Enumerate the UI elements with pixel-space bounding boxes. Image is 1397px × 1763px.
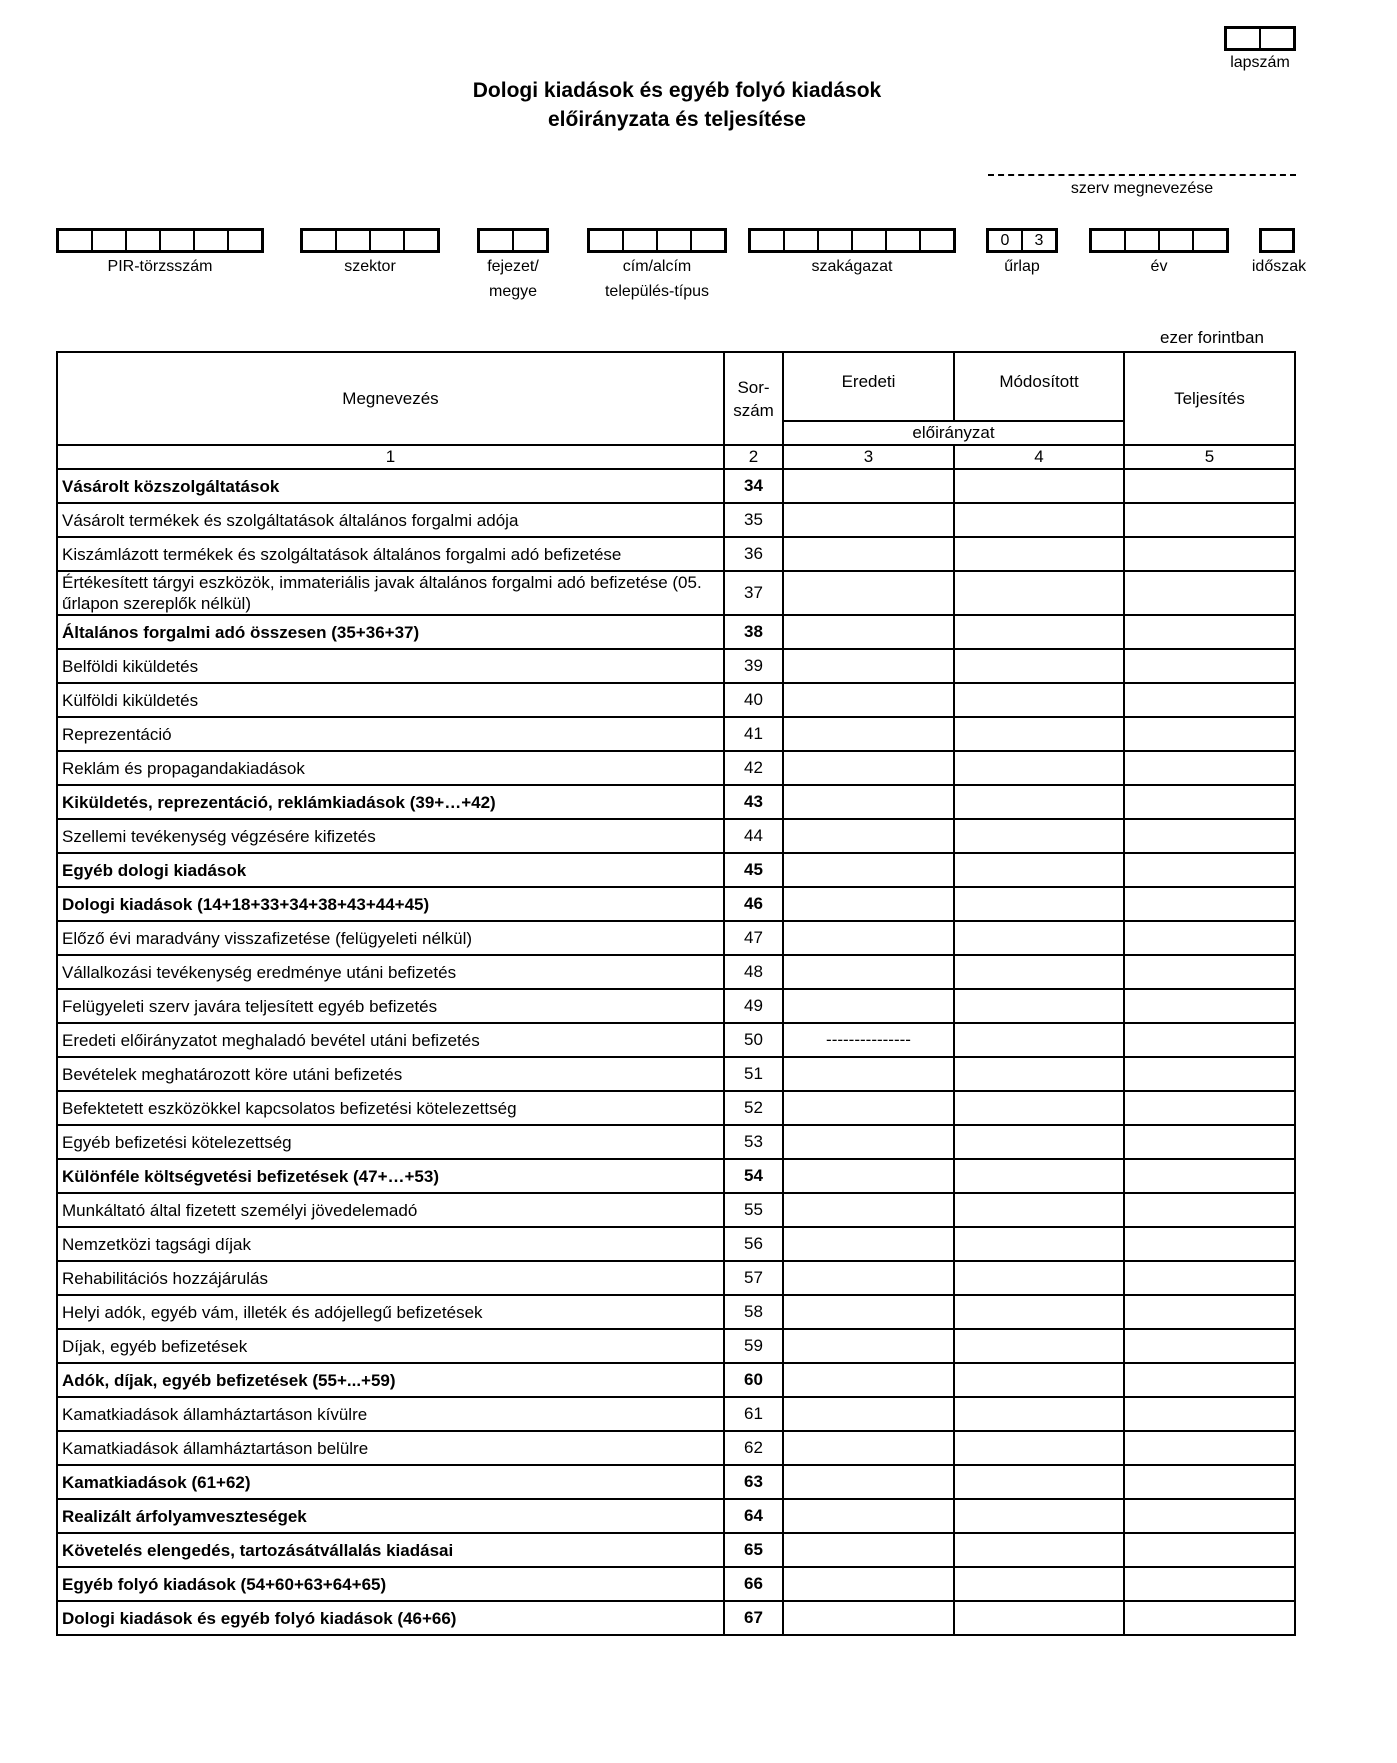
urlap-field <box>986 228 1058 278</box>
table-row <box>57 1397 1295 1431</box>
pir-digit[interactable] <box>229 231 261 250</box>
table-row <box>57 683 1295 717</box>
teljesites-value-cell[interactable] <box>1124 1533 1295 1567</box>
urlap-digit[interactable]: 3 <box>1034 231 1044 249</box>
table-row <box>57 1125 1295 1159</box>
row-number: 54 <box>724 1159 783 1193</box>
szakagazat-digit[interactable] <box>785 231 819 250</box>
fejezet-boxes[interactable] <box>477 228 549 253</box>
szektor-digit[interactable] <box>303 231 337 250</box>
teljesites-value-cell[interactable] <box>1124 989 1295 1023</box>
cim-digit[interactable] <box>590 231 624 250</box>
pir-digit[interactable] <box>127 231 161 250</box>
teljesites-value-cell[interactable] <box>1124 887 1295 921</box>
idoszak-label: időszak <box>1251 258 1307 275</box>
eredeti-value-cell[interactable] <box>783 921 954 955</box>
row-name: Dologi kiadások és egyéb folyó kiadások (46+66) <box>57 1601 724 1635</box>
eredeti-value-cell[interactable] <box>783 537 954 571</box>
teljesites-value-cell[interactable] <box>1124 1125 1295 1159</box>
modositott-value-cell[interactable] <box>954 1159 1124 1193</box>
page-number-digit[interactable] <box>1261 29 1293 48</box>
modositott-value-cell[interactable] <box>954 853 1124 887</box>
header-megnevezes: Megnevezés <box>57 352 724 445</box>
row-number: 52 <box>724 1091 783 1125</box>
teljesites-value-cell[interactable] <box>1124 1295 1295 1329</box>
eredeti-value-cell[interactable] <box>783 751 954 785</box>
row-number: 55 <box>724 1193 783 1227</box>
modositott-value-cell[interactable] <box>954 1499 1124 1533</box>
modositott-value-cell[interactable] <box>954 1329 1124 1363</box>
eredeti-value-cell[interactable] <box>783 571 954 615</box>
teljesites-value-cell[interactable] <box>1124 921 1295 955</box>
ev-digit[interactable] <box>1194 231 1226 250</box>
eredeti-value-cell[interactable] <box>783 469 954 503</box>
idoszak-digit[interactable] <box>1262 231 1292 250</box>
row-name: Szellemi tevékenység végzésére kifizetés <box>57 819 724 853</box>
cim-digit[interactable] <box>692 231 724 250</box>
page-number-label: lapszám <box>1230 54 1290 71</box>
teljesites-value-cell[interactable] <box>1124 1363 1295 1397</box>
row-name: Egyéb befizetési kötelezettség <box>57 1125 724 1159</box>
fejezet-field <box>477 228 549 303</box>
row-name: Felügyeleti szerv javára teljesített egyéb befizetés <box>57 989 724 1023</box>
table-row <box>57 1057 1295 1091</box>
eredeti-value-cell[interactable] <box>783 1227 954 1261</box>
ev-digit[interactable] <box>1092 231 1126 250</box>
modositott-value-cell[interactable] <box>954 649 1124 683</box>
teljesites-value-cell[interactable] <box>1124 1091 1295 1125</box>
header-teljesites: Teljesítés <box>1124 352 1295 445</box>
teljesites-value-cell[interactable] <box>1124 615 1295 649</box>
table-row <box>57 785 1295 819</box>
column-number: 1 <box>57 445 724 469</box>
eredeti-value-cell[interactable] <box>783 615 954 649</box>
table-row <box>57 649 1295 683</box>
table-row <box>57 503 1295 537</box>
row-number: 53 <box>724 1125 783 1159</box>
row-number: 51 <box>724 1057 783 1091</box>
row-name: Követelés elengedés, tartozásátvállalás kiadásai <box>57 1533 724 1567</box>
row-name: Realizált árfolyamveszteségek <box>57 1499 724 1533</box>
row-name: Dologi kiadások (14+18+33+34+38+43+44+45) <box>57 887 724 921</box>
table-row <box>57 819 1295 853</box>
urlap-digit[interactable]: 0 <box>989 231 1023 250</box>
urlap-label: űrlap <box>1004 258 1040 275</box>
teljesites-value-cell[interactable] <box>1124 1397 1295 1431</box>
modositott-value-cell[interactable] <box>954 1465 1124 1499</box>
row-number: 41 <box>724 717 783 751</box>
row-name: Reprezentáció <box>57 717 724 751</box>
page-number-field <box>1224 26 1296 73</box>
row-name: Eredeti előirányzatot meghaladó bevétel utáni befizetés <box>57 1023 724 1057</box>
table-row <box>57 1329 1295 1363</box>
row-number: 60 <box>724 1363 783 1397</box>
row-name: Nemzetközi tagsági díjak <box>57 1227 724 1261</box>
idoszak-boxes[interactable] <box>1259 228 1295 253</box>
row-name: Munkáltató által fizetett személyi jövedelemadó <box>57 1193 724 1227</box>
modositott-value-cell[interactable] <box>954 955 1124 989</box>
row-number: 48 <box>724 955 783 989</box>
row-number: 64 <box>724 1499 783 1533</box>
szakagazat-digit[interactable] <box>853 231 887 250</box>
header-eredeti: Eredeti <box>783 352 954 421</box>
megye-label: megye <box>488 283 538 300</box>
modositott-value-cell[interactable] <box>954 469 1124 503</box>
teljesites-value-cell[interactable] <box>1124 819 1295 853</box>
modositott-value-cell[interactable] <box>954 571 1124 615</box>
teljesites-value-cell[interactable] <box>1124 503 1295 537</box>
header-sorszam-line1: Sor- <box>737 377 770 397</box>
row-name: Adók, díjak, egyéb befizetések (55+...+59) <box>57 1363 724 1397</box>
modositott-value-cell[interactable] <box>954 989 1124 1023</box>
teljesites-value-cell[interactable] <box>1124 751 1295 785</box>
row-number: 56 <box>724 1227 783 1261</box>
teljesites-value-cell[interactable] <box>1124 1159 1295 1193</box>
header-eloiranyzat: előirányzat <box>783 421 1124 445</box>
row-number: 62 <box>724 1431 783 1465</box>
teljesites-value-cell[interactable] <box>1124 1261 1295 1295</box>
modositott-value-cell[interactable] <box>954 1193 1124 1227</box>
row-number: 47 <box>724 921 783 955</box>
row-name: Rehabilitációs hozzájárulás <box>57 1261 724 1295</box>
page-title <box>0 76 1354 134</box>
table-row <box>57 1159 1295 1193</box>
eredeti-value-cell[interactable] <box>783 819 954 853</box>
eredeti-value-cell[interactable] <box>783 853 954 887</box>
budget-table <box>56 351 1296 1636</box>
column-number: 2 <box>724 445 783 469</box>
table-row <box>57 989 1295 1023</box>
modositott-value-cell[interactable] <box>954 1057 1124 1091</box>
ev-boxes[interactable] <box>1089 228 1229 253</box>
modositott-value-cell[interactable] <box>954 1125 1124 1159</box>
row-name: Belföldi kiküldetés <box>57 649 724 683</box>
modositott-value-cell[interactable] <box>954 1091 1124 1125</box>
row-name: Kamatkiadások államháztartáson belülre <box>57 1431 724 1465</box>
szektor-digit[interactable] <box>405 231 437 250</box>
row-number: 49 <box>724 989 783 1023</box>
table-row <box>57 615 1295 649</box>
teljesites-value-cell[interactable] <box>1124 785 1295 819</box>
eredeti-value-cell[interactable] <box>783 1091 954 1125</box>
modositott-value-cell[interactable] <box>954 1261 1124 1295</box>
cim-field <box>587 228 727 303</box>
modositott-value-cell[interactable] <box>954 1227 1124 1261</box>
table-row <box>57 955 1295 989</box>
row-number: 58 <box>724 1295 783 1329</box>
row-number: 65 <box>724 1533 783 1567</box>
column-number: 5 <box>1124 445 1295 469</box>
szektor-digit[interactable] <box>337 231 371 250</box>
cim-digit[interactable] <box>624 231 658 250</box>
pir-digit[interactable] <box>195 231 229 250</box>
header-modositott: Módosított <box>954 352 1124 421</box>
table-row <box>57 853 1295 887</box>
teljesites-value-cell[interactable] <box>1124 1057 1295 1091</box>
teljesites-value-cell[interactable] <box>1124 649 1295 683</box>
eredeti-value-cell[interactable] <box>783 1057 954 1091</box>
row-number: 57 <box>724 1261 783 1295</box>
table-row <box>57 751 1295 785</box>
modositott-value-cell[interactable] <box>954 921 1124 955</box>
ev-field <box>1089 228 1229 278</box>
eredeti-value-cell[interactable] <box>783 989 954 1023</box>
row-number: 61 <box>724 1397 783 1431</box>
modositott-value-cell[interactable] <box>954 1533 1124 1567</box>
row-number: 59 <box>724 1329 783 1363</box>
row-number: 43 <box>724 785 783 819</box>
row-number: 39 <box>724 649 783 683</box>
eredeti-value-cell[interactable] <box>783 1533 954 1567</box>
unit-label: ezer forintban <box>1160 328 1264 347</box>
row-name: Vásárolt termékek és szolgáltatások általános forgalmi adója <box>57 503 724 537</box>
header-sorszam <box>724 352 783 445</box>
eredeti-value-cell[interactable] <box>783 1567 954 1601</box>
row-name: Általános forgalmi adó összesen (35+36+37) <box>57 615 724 649</box>
row-number: 44 <box>724 819 783 853</box>
szektor-digit[interactable] <box>371 231 405 250</box>
table-row <box>57 1023 1295 1057</box>
teljesites-value-cell[interactable] <box>1124 1193 1295 1227</box>
row-number: 63 <box>724 1465 783 1499</box>
page-number-digit[interactable] <box>1227 29 1261 48</box>
modositott-value-cell[interactable] <box>954 1363 1124 1397</box>
fejezet-digit[interactable] <box>514 231 546 250</box>
teljesites-value-cell[interactable] <box>1124 1601 1295 1635</box>
cim-label: cím/alcím <box>622 258 692 275</box>
column-number-row <box>57 445 1295 469</box>
pir-boxes[interactable] <box>56 228 264 253</box>
organisation-name-field <box>988 174 1296 198</box>
eredeti-value-cell[interactable] <box>783 1159 954 1193</box>
table-row <box>57 1465 1295 1499</box>
szakagazat-digit[interactable] <box>887 231 921 250</box>
table-row <box>57 1499 1295 1533</box>
modositott-value-cell[interactable] <box>954 717 1124 751</box>
szakagazat-digit[interactable] <box>751 231 785 250</box>
table-row <box>57 1227 1295 1261</box>
teljesites-value-cell[interactable] <box>1124 853 1295 887</box>
row-number: 36 <box>724 537 783 571</box>
teljesites-value-cell[interactable] <box>1124 955 1295 989</box>
row-name: Vásárolt közszolgáltatások <box>57 469 724 503</box>
teljesites-value-cell[interactable] <box>1124 1431 1295 1465</box>
row-name: Bevételek meghatározott köre utáni befizetés <box>57 1057 724 1091</box>
row-name: Kamatkiadások államháztartáson kívülre <box>57 1397 724 1431</box>
modositott-value-cell[interactable] <box>954 1023 1124 1057</box>
eredeti-value-cell[interactable] <box>783 1125 954 1159</box>
table-row <box>57 717 1295 751</box>
row-name: Vállalkozási tevékenység eredménye utáni befizetés <box>57 955 724 989</box>
row-number: 50 <box>724 1023 783 1057</box>
row-name: Reklám és propagandakiadások <box>57 751 724 785</box>
eredeti-value-cell[interactable] <box>783 1601 954 1635</box>
eredeti-value-cell[interactable] <box>783 717 954 751</box>
eredeti-value-cell[interactable] <box>783 1295 954 1329</box>
idoszak-field <box>1251 228 1307 278</box>
table-row <box>57 1567 1295 1601</box>
row-name: Helyi adók, egyéb vám, illeték és adójellegű befizetések <box>57 1295 724 1329</box>
eredeti-value-cell[interactable] <box>783 1261 954 1295</box>
table-row <box>57 571 1295 615</box>
modositott-value-cell[interactable] <box>954 1397 1124 1431</box>
teljesites-value-cell[interactable] <box>1124 717 1295 751</box>
modositott-value-cell[interactable] <box>954 751 1124 785</box>
szektor-label: szektor <box>344 258 396 275</box>
modositott-value-cell[interactable] <box>954 819 1124 853</box>
szakagazat-digit[interactable] <box>819 231 853 250</box>
teljesites-value-cell[interactable] <box>1124 1567 1295 1601</box>
modositott-value-cell[interactable] <box>954 887 1124 921</box>
organisation-name-line[interactable] <box>988 174 1296 176</box>
szakagazat-field <box>748 228 956 278</box>
row-name: Kiküldetés, reprezentáció, reklámkiadások (39+…+42) <box>57 785 724 819</box>
table-row <box>57 469 1295 503</box>
table-row <box>57 921 1295 955</box>
eredeti-value-cell[interactable] <box>783 649 954 683</box>
modositott-value-cell[interactable] <box>954 537 1124 571</box>
row-number: 38 <box>724 615 783 649</box>
row-name: Egyéb dologi kiadások <box>57 853 724 887</box>
teljesites-value-cell[interactable] <box>1124 1465 1295 1499</box>
pir-digit[interactable] <box>93 231 127 250</box>
teljesites-value-cell[interactable] <box>1124 1499 1295 1533</box>
eredeti-value-cell[interactable] <box>783 1431 954 1465</box>
szakagazat-digit[interactable] <box>921 231 953 250</box>
teljesites-value-cell[interactable] <box>1124 683 1295 717</box>
table-row <box>57 1431 1295 1465</box>
teljesites-value-cell[interactable] <box>1124 469 1295 503</box>
table-row <box>57 1295 1295 1329</box>
table-row <box>57 887 1295 921</box>
row-number: 66 <box>724 1567 783 1601</box>
teljesites-value-cell[interactable] <box>1124 571 1295 615</box>
szakagazat-label: szakágazat <box>811 258 893 275</box>
fejezet-label: fejezet/ <box>487 258 539 275</box>
title-line-1: Dologi kiadások és egyéb folyó kiadások <box>472 79 882 102</box>
table-row <box>57 537 1295 571</box>
table-row <box>57 1193 1295 1227</box>
teljesites-value-cell[interactable] <box>1124 1023 1295 1057</box>
row-name: Kiszámlázott termékek és szolgáltatások általános forgalmi adó befizetése <box>57 537 724 571</box>
row-name: Kamatkiadások (61+62) <box>57 1465 724 1499</box>
eredeti-value-cell[interactable] <box>783 955 954 989</box>
ev-digit[interactable] <box>1126 231 1160 250</box>
eredeti-value-cell[interactable] <box>783 1193 954 1227</box>
urlap-boxes[interactable] <box>986 228 1058 253</box>
row-number: 34 <box>724 469 783 503</box>
table-row <box>57 1533 1295 1567</box>
eredeti-value-cell[interactable] <box>783 1397 954 1431</box>
modositott-value-cell[interactable] <box>954 785 1124 819</box>
szektor-boxes[interactable] <box>300 228 440 253</box>
modositott-value-cell[interactable] <box>954 1295 1124 1329</box>
organisation-name-label: szerv megnevezése <box>1070 180 1214 197</box>
header-sorszam-line2: szám <box>733 400 774 420</box>
cim-boxes[interactable] <box>587 228 727 253</box>
table-row <box>57 1261 1295 1295</box>
eredeti-value-cell[interactable] <box>783 683 954 717</box>
row-name: Befektetett eszközökkel kapcsolatos befizetési kötelezettség <box>57 1091 724 1125</box>
title-line-2: előirányzata és teljesítése <box>548 108 806 131</box>
modositott-value-cell[interactable] <box>954 1431 1124 1465</box>
page-number-boxes[interactable] <box>1224 26 1296 51</box>
column-number: 3 <box>783 445 954 469</box>
row-number: 40 <box>724 683 783 717</box>
modositott-value-cell[interactable] <box>954 683 1124 717</box>
row-name: Külföldi kiküldetés <box>57 683 724 717</box>
eredeti-value-cell[interactable] <box>783 503 954 537</box>
row-name: Díjak, egyéb befizetések <box>57 1329 724 1363</box>
teljesites-value-cell[interactable] <box>1124 537 1295 571</box>
modositott-value-cell[interactable] <box>954 503 1124 537</box>
pir-digit[interactable] <box>59 231 93 250</box>
cim-digit[interactable] <box>658 231 692 250</box>
pir-label: PIR-törzsszám <box>107 258 213 275</box>
row-number: 67 <box>724 1601 783 1635</box>
szakagazat-boxes[interactable] <box>748 228 956 253</box>
modositott-value-cell[interactable] <box>954 615 1124 649</box>
row-number: 46 <box>724 887 783 921</box>
pir-digit[interactable] <box>161 231 195 250</box>
row-number: 42 <box>724 751 783 785</box>
table-row <box>57 1363 1295 1397</box>
szektor-field <box>300 228 440 278</box>
ev-label: év <box>1150 258 1168 275</box>
row-number: 45 <box>724 853 783 887</box>
header-row <box>57 352 1295 421</box>
eredeti-value-cell[interactable] <box>783 887 954 921</box>
eredeti-value-cell[interactable] <box>783 1465 954 1499</box>
eredeti-value-cell[interactable]: --------------- <box>783 1023 954 1057</box>
table-row <box>57 1091 1295 1125</box>
modositott-value-cell[interactable] <box>954 1601 1124 1635</box>
column-number: 4 <box>954 445 1124 469</box>
row-number: 35 <box>724 503 783 537</box>
eredeti-value-cell[interactable] <box>783 1499 954 1533</box>
row-name: Értékesített tárgyi eszközök, immateriális javak általános forgalmi adó befizetése (05. űrlapon szereplők nélkül) <box>57 571 724 615</box>
teljesites-value-cell[interactable] <box>1124 1329 1295 1363</box>
ev-digit[interactable] <box>1160 231 1194 250</box>
row-name: Előző évi maradvány visszafizetése (felügyeleti nélkül) <box>57 921 724 955</box>
row-number: 37 <box>724 571 783 615</box>
row-name: Egyéb folyó kiadások (54+60+63+64+65) <box>57 1567 724 1601</box>
eredeti-value-cell[interactable] <box>783 1363 954 1397</box>
modositott-value-cell[interactable] <box>954 1567 1124 1601</box>
telepules-tipus-label: település-típus <box>604 283 710 300</box>
teljesites-value-cell[interactable] <box>1124 1227 1295 1261</box>
eredeti-value-cell[interactable] <box>783 785 954 819</box>
table-row <box>57 1601 1295 1635</box>
fejezet-digit[interactable] <box>480 231 514 250</box>
pir-field <box>56 228 264 278</box>
eredeti-value-cell[interactable] <box>783 1329 954 1363</box>
row-name: Különféle költségvetési befizetések (47+…+53) <box>57 1159 724 1193</box>
